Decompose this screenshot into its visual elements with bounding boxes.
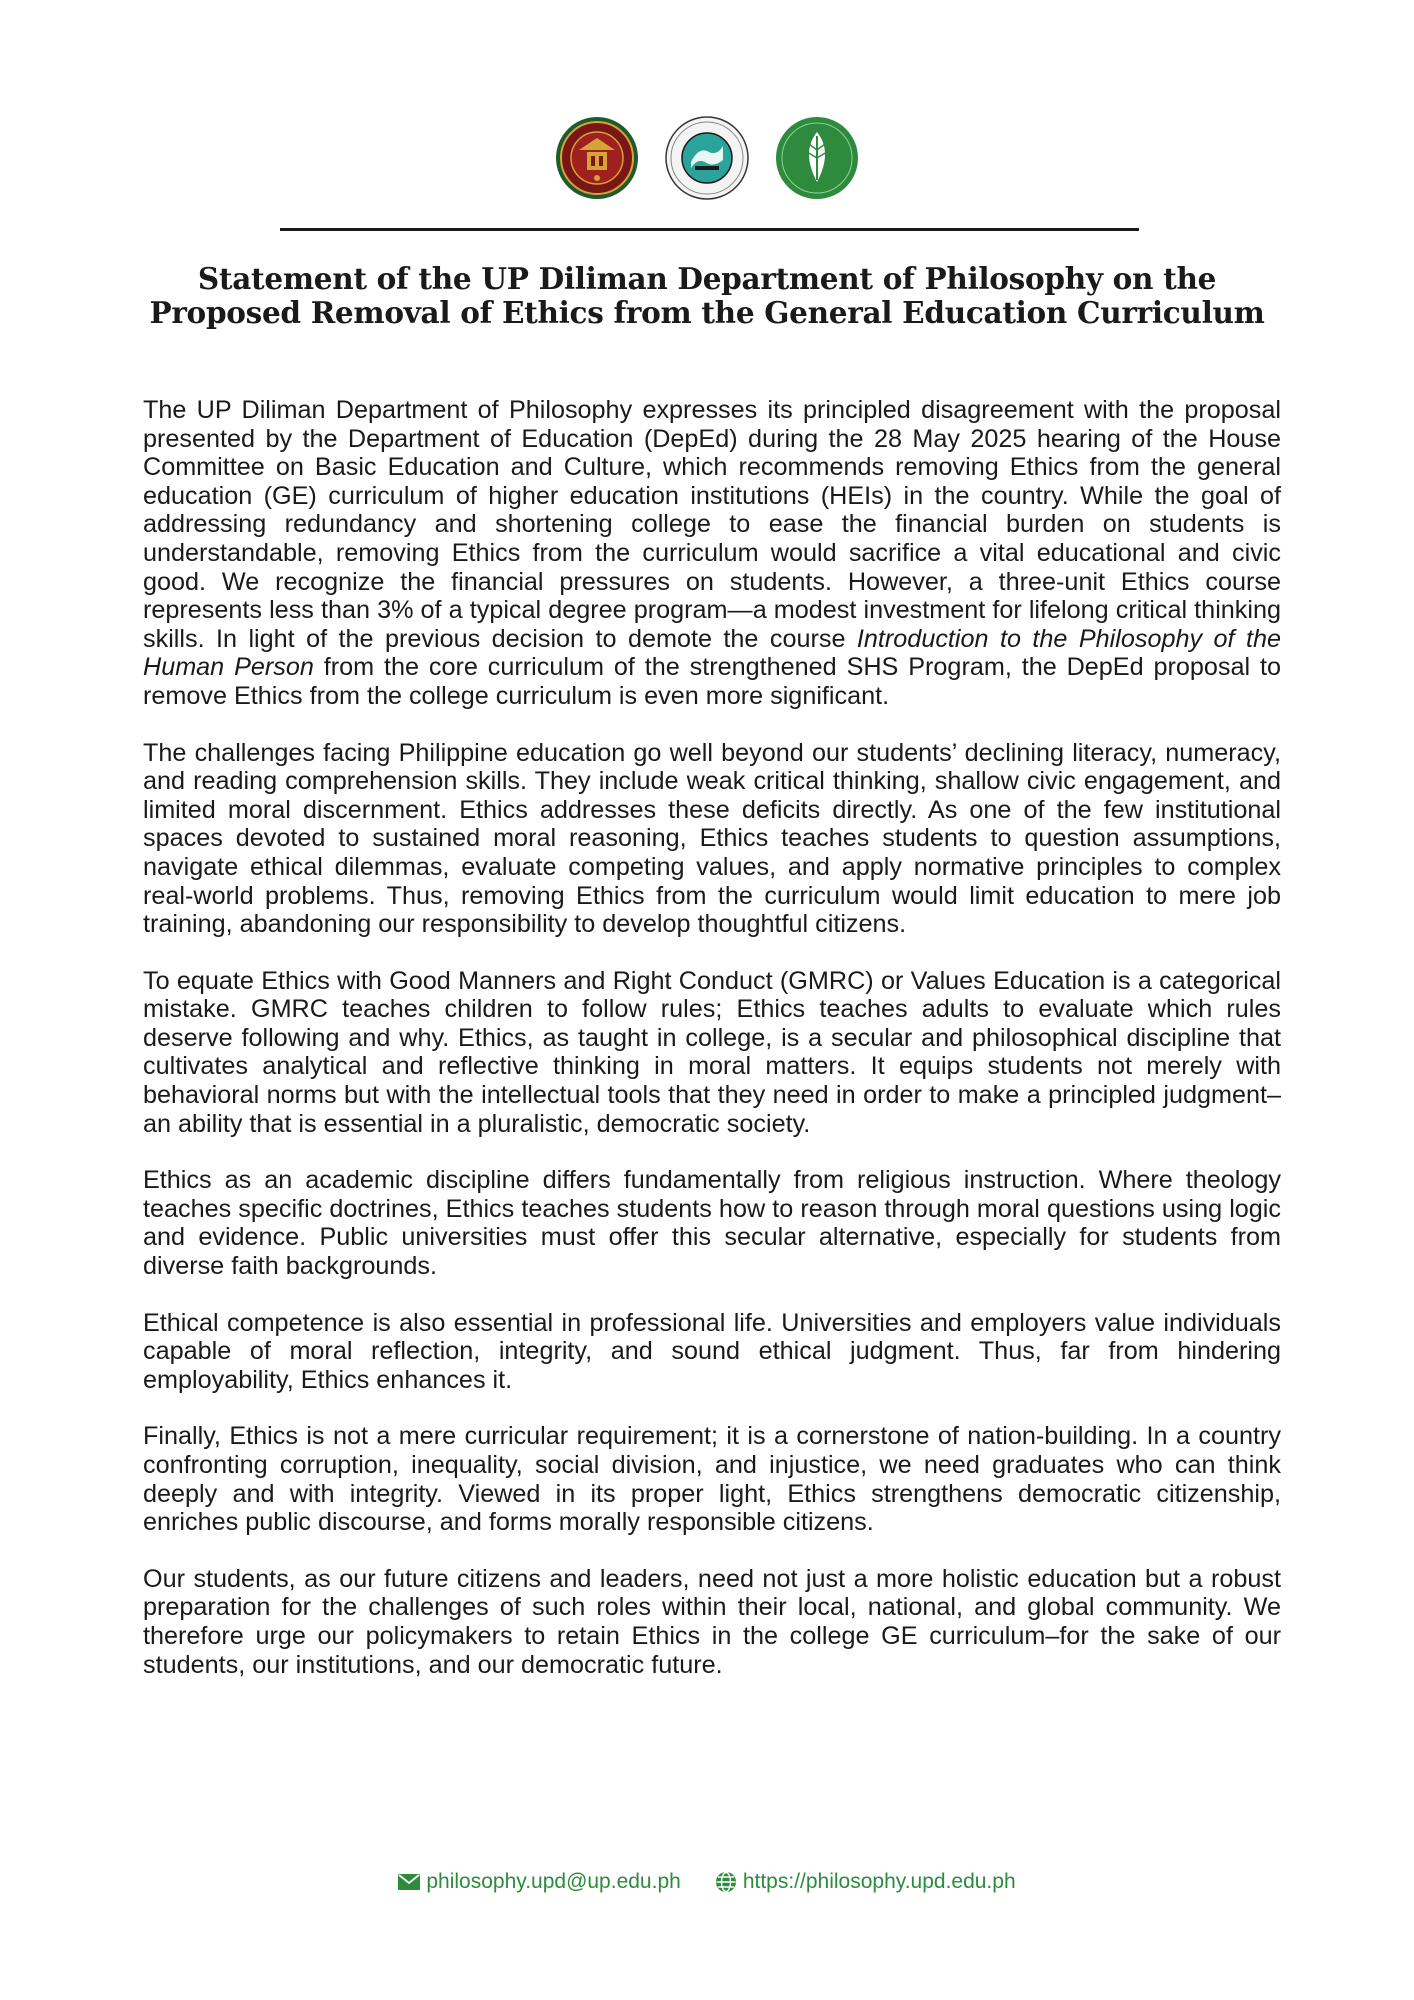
statement-body <box>143 396 1281 1679</box>
paragraph-6: Finally, Ethics is not a mere curricular requirement; it is a cornerstone of nation-building. In a country confronting corruption, inequality, social division, and injustice, we need graduates who can think deeply and with integrity. Viewed in its proper light, Ethics strengthens democratic citizenship, enriches public discourse, and forms morally responsible citizens. <box>143 1422 1281 1537</box>
paragraph-4: Ethics as an academic discipline differs fundamentally from religious instruction. Where theology teaches specific doctrines, Ethics teaches students how to reason through moral questions using logic and evidence. Public universities must offer this secular alternative, especially for students from diverse faith backgrounds. <box>143 1166 1281 1281</box>
paragraph-1 <box>143 396 1281 711</box>
logo-row <box>0 116 1414 200</box>
paragraph-7: Our students, as our future citizens and leaders, need not just a more holistic education but a robust preparation for the challenges of such roles within their local, national, and global community. We therefore urge our policymakers to retain Ethics in the college GE curriculum–for the sake of our students, our institutions, and our democratic future. <box>143 1564 1281 1679</box>
paragraph-2: The challenges facing Philippine education go well beyond our students’ declining literacy, numeracy, and reading comprehension skills. They include weak critical thinking, shallow civic engagement, and limited moral discernment. Ethics addresses these deficits directly. As one of the few institutional spaces devoted to sustained moral reasoning, Ethics teaches students to question assumptions, navigate ethical dilemmas, evaluate competing values, and apply normative principles to complex real-world problems. Thus, removing Ethics from the curriculum would limit education to mere job training, abandoning our responsibility to develop thoughtful citizens. <box>143 738 1281 939</box>
title-line-2: Proposed Removal of Ethics from the General Education Curriculum <box>149 295 1265 330</box>
up-seal-logo <box>555 116 639 200</box>
paragraph-1-text-a: The UP Diliman Department of Philosophy expresses its principled disagreement with the proposal presented by the Department of Education (DepEd) during the 28 May 2025 hearing of the House Committee on Basic Education and Culture, which recommends removing Ethics from the general education (GE) curriculum of higher education institutions (HEIs) in the country. While the goal of addressing redundancy and shortening college to ease the financial burden on students is understandable, removing Ethics from the curriculum would sacrifice a vital educational and civic good. We recognize the financial pressures on students. However, a three-unit Ethics course represents less than 3% of a typical degree program—a modest investment for lifelong critical thinking skills. In light of the previous decision to demote the course <box>143 396 1281 653</box>
course-title: Introduction to the Philosophy of the Human Person <box>143 624 1281 682</box>
paragraph-1-text-b: from the core curriculum of the strengthened SHS Program, the DepEd proposal to remove Ethics from the college curriculum is even more significant. <box>143 653 1281 710</box>
paragraph-3: To equate Ethics with Good Manners and Right Conduct (GMRC) or Values Education is a categorical mistake. GMRC teaches children to follow rules; Ethics teaches adults to evaluate which rules deserve following and why. Ethics, as taught in college, is a secular and philosophical discipline that cultivates analytical and reflective thinking in moral matters. It equips students not merely with behavioral norms but with the intellectual tools that they need in order to make a principled judgment–an ability that is essential in a pluralistic, democratic society. <box>143 966 1281 1138</box>
leaf-emblem-logo <box>775 116 859 200</box>
contact-footer <box>0 1870 1414 1894</box>
email-contact[interactable] <box>398 1870 680 1894</box>
title-line-1: Statement of the UP Diliman Department of Philosophy on the <box>197 261 1217 296</box>
philosophy-seal-logo <box>665 116 749 200</box>
header-divider <box>280 228 1139 231</box>
website-contact[interactable] <box>715 1870 1016 1894</box>
envelope-icon <box>398 1874 420 1890</box>
website-url[interactable]: https://philosophy.upd.edu.ph <box>742 1870 1016 1893</box>
email-address[interactable]: philosophy.upd@up.edu.ph <box>426 1870 681 1893</box>
paragraph-5: Ethical competence is also essential in professional life. Universities and employers value individuals capable of moral reflection, integrity, and sound ethical judgment. Thus, far from hindering employability, Ethics enhances it. <box>143 1308 1281 1394</box>
document-title <box>100 262 1314 330</box>
globe-icon <box>715 1871 737 1893</box>
